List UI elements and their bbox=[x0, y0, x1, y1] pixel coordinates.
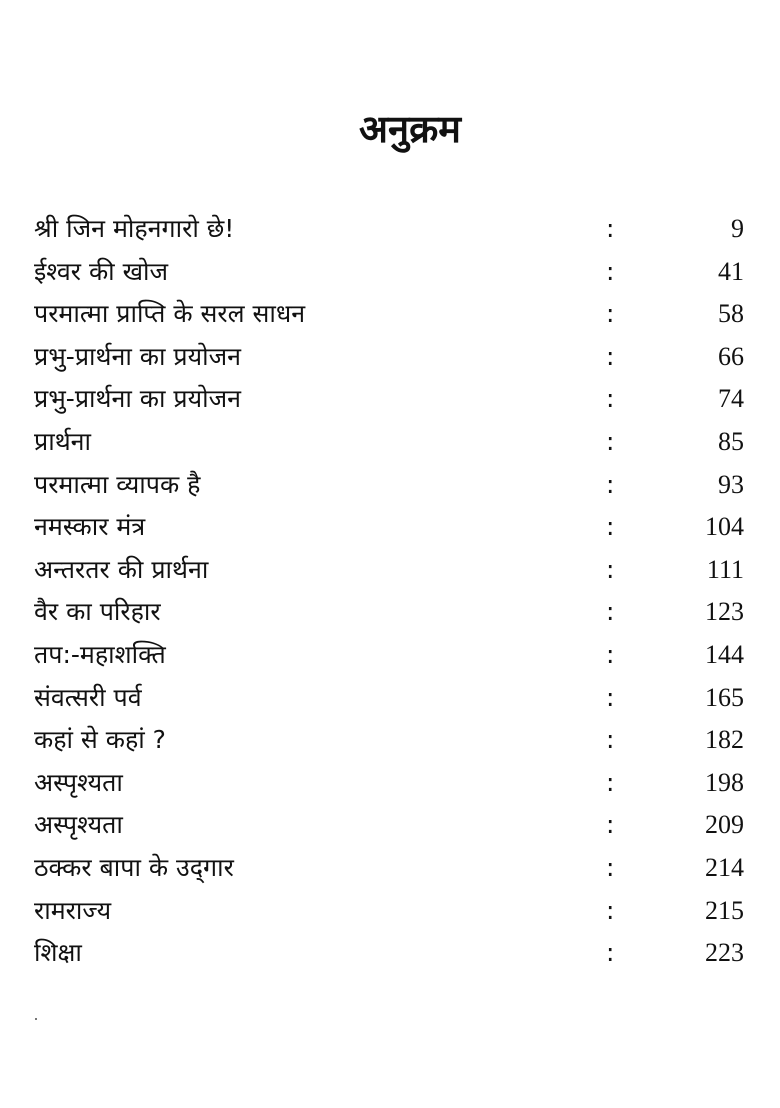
entry-page-number: 58 bbox=[718, 299, 744, 329]
toc-entry bbox=[34, 549, 744, 592]
entry-title: तप:-महाशक्ति bbox=[34, 639, 166, 669]
entry-title: परमात्मा प्राप्ति के सरल साधन bbox=[34, 299, 306, 329]
entry-page-number: 209 bbox=[705, 810, 744, 840]
entry-page-number: 198 bbox=[705, 767, 744, 797]
entry-separator: : bbox=[606, 384, 615, 414]
toc-entry bbox=[34, 464, 744, 507]
entry-separator: : bbox=[606, 682, 615, 712]
entry-page-number: 111 bbox=[706, 554, 744, 584]
entry-title: प्रभु-प्रार्थना का प्रयोजन bbox=[34, 341, 242, 371]
toc-entry bbox=[34, 378, 744, 421]
entry-separator: : bbox=[606, 852, 615, 882]
toc-entry bbox=[34, 719, 744, 762]
entry-page-number: 41 bbox=[718, 256, 744, 286]
entry-separator: : bbox=[606, 512, 615, 542]
entry-separator: : bbox=[606, 299, 615, 329]
entry-title: ईश्वर की खोज bbox=[34, 256, 169, 286]
entry-page-number: 66 bbox=[718, 341, 744, 371]
toc-entry bbox=[34, 804, 744, 847]
toc-entry bbox=[34, 677, 744, 720]
entry-separator: : bbox=[606, 767, 615, 797]
entry-title: अस्पृश्यता bbox=[34, 810, 123, 840]
entry-separator: : bbox=[606, 256, 615, 286]
entry-title: रामराज्य bbox=[34, 895, 112, 925]
entry-separator: : bbox=[606, 597, 615, 627]
entry-separator: : bbox=[606, 725, 615, 755]
table-of-contents bbox=[34, 208, 744, 975]
entry-title: प्रभु-प्रार्थना का प्रयोजन bbox=[34, 384, 242, 414]
entry-separator: : bbox=[606, 895, 615, 925]
entry-title: अस्पृश्यता bbox=[34, 767, 123, 797]
entry-page-number: 144 bbox=[705, 639, 744, 669]
toc-entry bbox=[34, 634, 744, 677]
toc-entry bbox=[34, 421, 744, 464]
entry-page-number: 215 bbox=[705, 895, 744, 925]
entry-separator: : bbox=[606, 554, 615, 584]
toc-entry bbox=[34, 847, 744, 890]
entry-separator: : bbox=[606, 426, 615, 456]
toc-entry bbox=[34, 251, 744, 294]
page-title: अनुक्रम bbox=[358, 107, 462, 151]
toc-entry bbox=[34, 890, 744, 933]
entry-separator: : bbox=[606, 639, 615, 669]
entry-title: परमात्मा व्यापक है bbox=[34, 469, 201, 499]
entry-title: श्री जिन मोहनगारो छे! bbox=[34, 214, 235, 243]
entry-separator: : bbox=[606, 810, 615, 840]
entry-page-number: 214 bbox=[705, 852, 744, 882]
entry-title: शिक्षा bbox=[34, 938, 82, 968]
toc-entry bbox=[34, 506, 744, 549]
entry-separator: : bbox=[606, 214, 615, 243]
entry-title: ठक्कर बापा के उद्‌गार bbox=[34, 852, 234, 882]
toc-entry bbox=[34, 932, 744, 975]
entry-page-number: 104 bbox=[705, 512, 744, 542]
toc-entry bbox=[34, 293, 744, 336]
entry-page-number: 182 bbox=[705, 725, 744, 755]
entry-page-number: 85 bbox=[718, 426, 744, 456]
toc-entry bbox=[34, 336, 744, 379]
entry-page-number: 9 bbox=[731, 214, 744, 243]
toc-entry bbox=[34, 762, 744, 805]
scan-speck bbox=[35, 1018, 37, 1020]
toc-entry bbox=[34, 591, 744, 634]
entry-page-number: 74 bbox=[718, 384, 744, 414]
entry-page-number: 165 bbox=[705, 682, 744, 712]
entry-separator: : bbox=[606, 469, 615, 499]
entry-title: संवत्सरी पर्व bbox=[34, 682, 142, 712]
entry-title: प्रार्थना bbox=[34, 426, 92, 456]
entry-page-number: 93 bbox=[718, 469, 744, 499]
entry-title: कहां से कहां ? bbox=[34, 725, 166, 755]
entry-title: अन्तरतर की प्रार्थना bbox=[34, 554, 209, 584]
entry-title: नमस्कार मंत्र bbox=[34, 512, 146, 542]
entry-title: वैर का परिहार bbox=[34, 597, 161, 627]
entry-page-number: 223 bbox=[705, 938, 744, 968]
entry-separator: : bbox=[606, 341, 615, 371]
entry-page-number: 123 bbox=[705, 597, 744, 627]
entry-separator: : bbox=[606, 938, 615, 968]
toc-entry bbox=[34, 208, 744, 251]
